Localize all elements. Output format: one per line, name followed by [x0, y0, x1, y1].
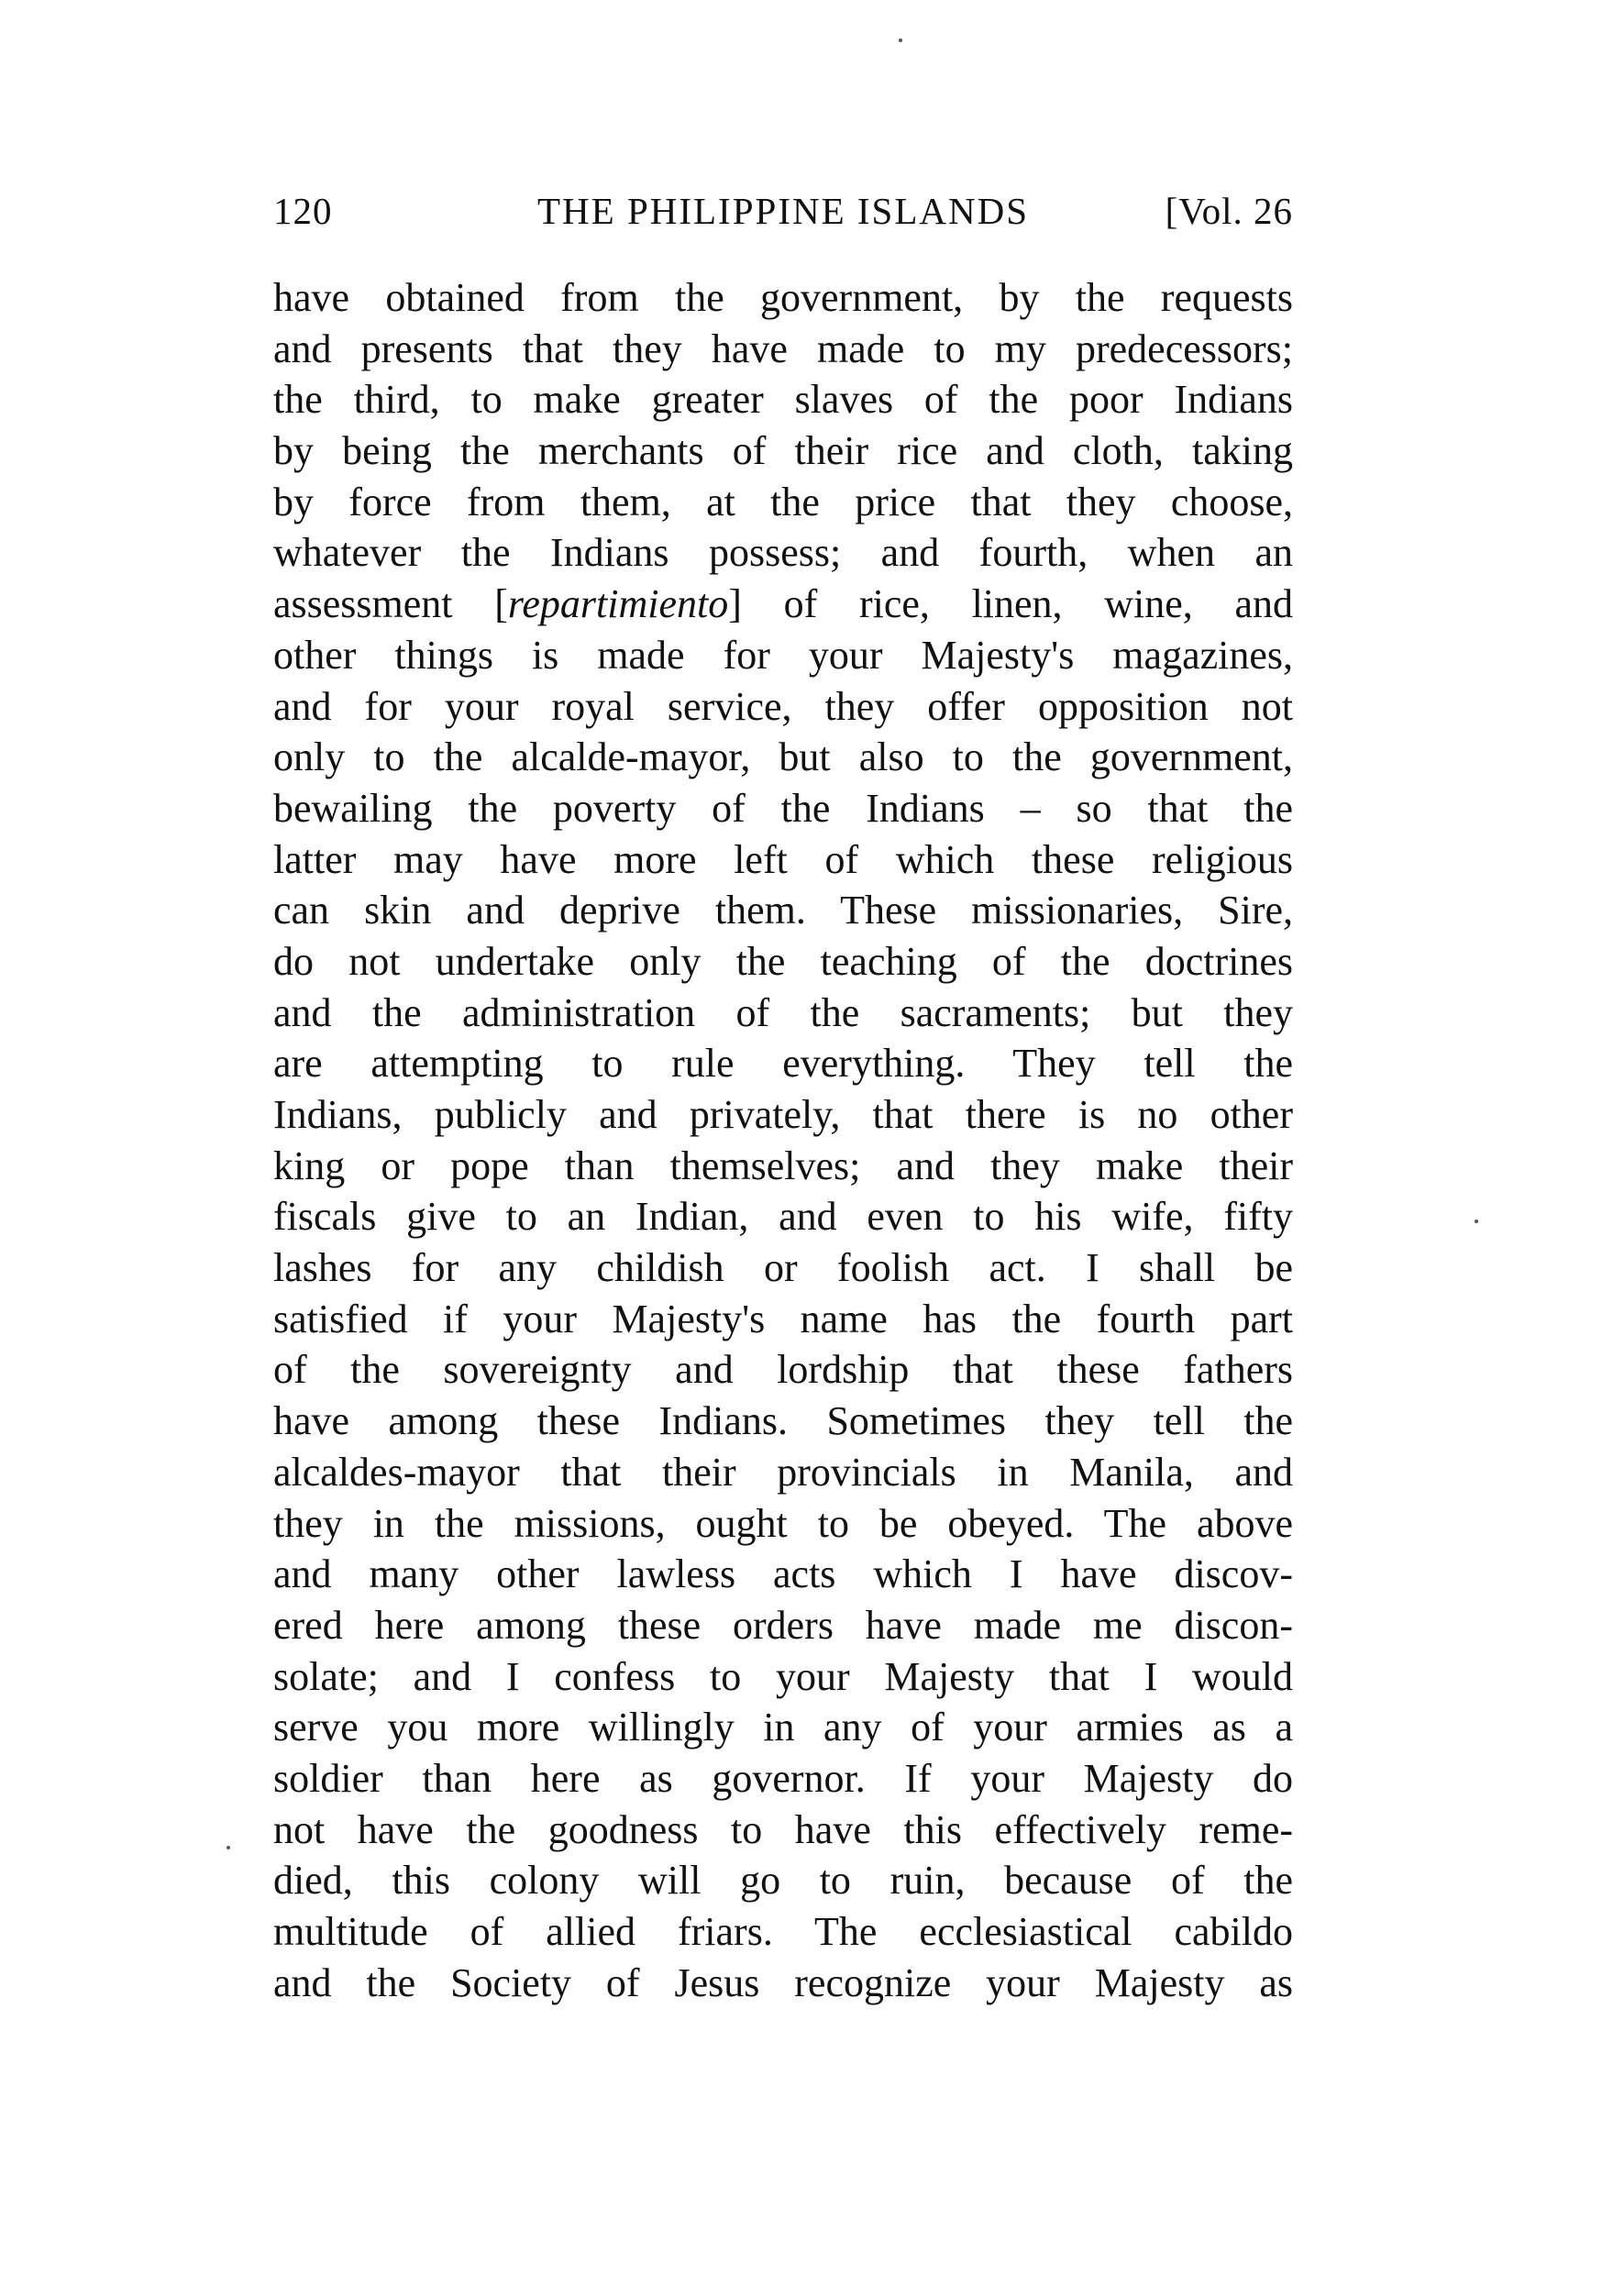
- text-line: by being the merchants of their rice and cloth, taking: [273, 428, 1293, 474]
- text-line: solate; and I confess to your Majesty that I would: [273, 1653, 1293, 1699]
- text-line: fiscals give to an Indian, and even to his wife, fifty: [273, 1194, 1293, 1240]
- text-line: are attempting to rule everything. They tell the: [273, 1041, 1293, 1087]
- text-line: the third, to make greater slaves of the poor Indians: [273, 377, 1293, 423]
- text-line: have obtained from the government, by the requests: [273, 275, 1293, 320]
- text-line: serve you more willingly in any of your armies as a: [273, 1705, 1293, 1750]
- volume-label: [Vol. 26: [1165, 190, 1293, 232]
- text-line: have among these Indians. Sometimes they tell the: [273, 1398, 1293, 1444]
- text-line: died, this colony will go to ruin, because of the: [273, 1858, 1293, 1904]
- header-title: THE PHILIPPINE ISLANDS: [537, 190, 1029, 232]
- text-line: only to the alcalde-mayor, but also to the government,: [273, 734, 1293, 780]
- text-line: do not undertake only the teaching of the doctrines: [273, 938, 1293, 984]
- body-text: [273, 272, 1293, 2008]
- text-line: ered here among these orders have made me discon-: [273, 1602, 1293, 1648]
- text-line: can skin and deprive them. These missionaries, Sire,: [273, 888, 1293, 933]
- text-line: bewailing the poverty of the Indians – so that the: [273, 785, 1293, 831]
- text-line: whatever the Indians possess; and fourth, when an: [273, 530, 1293, 576]
- text-line: and the administration of the sacraments; but they: [273, 989, 1293, 1035]
- text-line: of the sovereignty and lordship that these fathers: [273, 1347, 1293, 1393]
- text-line: and presents that they have made to my predecessors;: [273, 326, 1293, 371]
- text-line: alcaldes-mayor that their provincials in Manila, and: [273, 1449, 1293, 1495]
- text-line: other things is made for your Majesty's magazines,: [273, 632, 1293, 678]
- running-head: [273, 189, 1293, 244]
- text-line: lashes for any childish or foolish act. I shall be: [273, 1245, 1293, 1291]
- text-line: and many other lawless acts which I have discov-: [273, 1551, 1293, 1597]
- italic-term: repartimiento: [507, 581, 729, 627]
- text-line: king or pope than themselves; and they make their: [273, 1143, 1293, 1188]
- text-line: multitude of allied friars. The ecclesiastical cabildo: [273, 1909, 1293, 1954]
- text-line: soldier than here as governor. If your Majesty do: [273, 1755, 1293, 1801]
- ink-speck: [1475, 1220, 1478, 1223]
- page-number: 120: [273, 190, 333, 232]
- text-line: they in the missions, ought to be obeyed. The above: [273, 1500, 1293, 1546]
- ink-speck: [226, 1846, 230, 1849]
- text-line: and for your royal service, they offer opposition not: [273, 683, 1293, 729]
- text-line: satisfied if your Majesty's name has the fourth part: [273, 1296, 1293, 1341]
- text-line: latter may have more left of which these religious: [273, 836, 1293, 882]
- text-line: Indians, publicly and privately, that there is no other: [273, 1092, 1293, 1137]
- text-line: by force from them, at the price that they choose,: [273, 479, 1293, 524]
- ink-speck: [899, 39, 902, 42]
- text-line: and the Society of Jesus recognize your Majesty as: [273, 1959, 1293, 2005]
- text-line: assessment [repartimiento] of rice, linen, wine, and: [273, 581, 1294, 627]
- text-line: not have the goodness to have this effectively reme-: [273, 1806, 1293, 1852]
